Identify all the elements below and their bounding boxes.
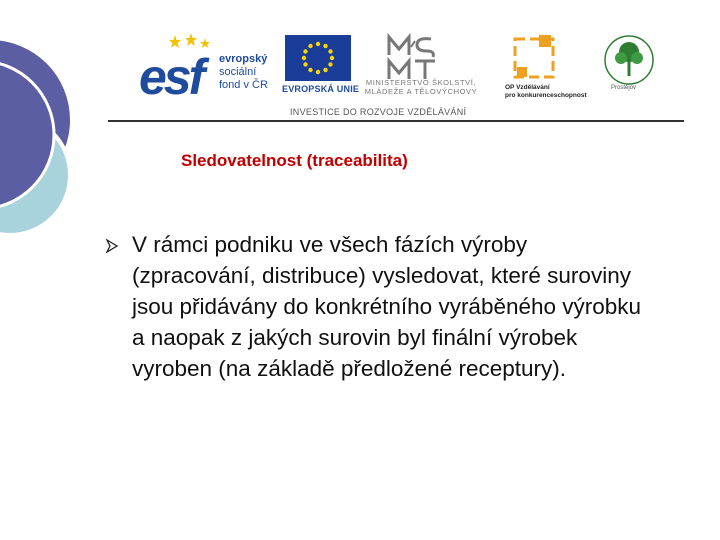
esf-line-3: fond v ČR xyxy=(219,79,268,91)
op-vzdelavani-logo-icon xyxy=(509,33,559,83)
op-label-line-1: OP Vzdělávání xyxy=(505,84,550,91)
esf-line-2: sociální xyxy=(219,66,257,78)
decorative-circles xyxy=(0,0,130,330)
esf-logo-text xyxy=(219,53,268,92)
msmt-label-line-1: MINISTERSTVO ŠKOLSTVÍ, xyxy=(365,78,477,87)
sponsor-logo-strip xyxy=(133,28,693,122)
esf-logo xyxy=(137,33,279,103)
msmt-label xyxy=(351,78,491,96)
esf-logo-letters: esf xyxy=(139,49,203,105)
op-label-line-2: pro konkurenceschopnost xyxy=(505,92,587,99)
eu-flag-icon xyxy=(285,35,351,81)
esf-line-1: evropský xyxy=(219,53,268,65)
eu-label: EVROPSKÁ UNIE xyxy=(282,84,360,94)
op-label xyxy=(505,84,601,100)
slide-title: Sledovatelnost (traceabilita) xyxy=(181,151,408,170)
header-divider xyxy=(108,120,684,122)
arrow-bullet-icon xyxy=(106,239,118,253)
msmt-label-line-2: MLÁDEŽE A TĚLOVÝCHOVY xyxy=(364,87,478,96)
bullet-item: V rámci podniku ve všech fázích výroby (zpracování, distribuce) vysledovat, které suroviny jsou přidávány do konkrétního vyráběného výrobku a naopak z jakých surovin byl finální výrobek vyroben (na základě předložené receptury). xyxy=(132,232,642,381)
investment-band: INVESTICE DO ROZVOJE VZDĚLÁVÁNÍ xyxy=(290,107,467,117)
school-caption: Prostějov xyxy=(611,85,637,91)
